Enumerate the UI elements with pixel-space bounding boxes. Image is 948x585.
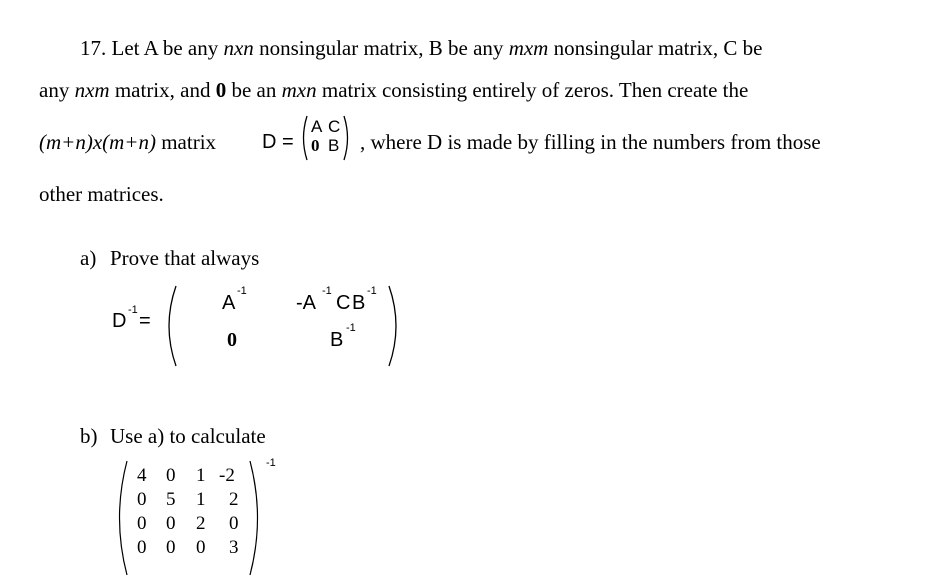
matrix-cell: 0 [166,465,176,486]
var-nxn: nxn [223,36,254,60]
matrix-cell: 4 [137,465,147,486]
entry-minus-a: -A [296,292,316,314]
matrix-cell: 2 [196,513,206,534]
text: matrix [155,130,217,154]
d-symbol: D [112,310,127,332]
entry-zero: 0 [227,329,237,351]
matrix-cell: 1 [196,489,206,510]
superscript: -1 [367,285,377,297]
text: be an [226,78,282,102]
d-equals-label: D = [262,131,294,153]
block-a: A [311,117,323,136]
left-paren [299,114,309,166]
matrix-inverse-superscript: -1 [266,457,276,469]
superscript: -1 [237,285,247,297]
problem-line-3-rest: , where D is made by filling in the numbers from those [360,130,821,154]
superscript: -1 [346,322,356,334]
text: matrix, and [109,78,216,102]
right-paren-matrix [247,458,265,582]
matrix-cell: 0 [137,489,147,510]
matrix-cell: 0 [137,513,147,534]
text: nonsingular matrix, B be any [253,36,509,60]
dimensions: (m+n)x(m+n) [39,130,156,154]
d-inverse-superscript: -1 [128,304,138,316]
right-paren [342,114,352,166]
problem-line-3 [39,132,216,153]
text: 17. Let A be any [80,36,224,60]
matrix-cell: 0 [229,513,239,534]
var-nxm: nxm [74,78,110,102]
block-b: B [328,136,340,155]
entry-c: C [336,292,351,314]
problem-line-2 [39,80,748,101]
superscript: -1 [322,285,332,297]
matrix-cell: 5 [166,489,176,510]
part-a-label: a) [80,246,97,270]
part-a-text: Prove that always [110,246,260,270]
entry-a-inverse: A [222,292,236,314]
left-paren-matrix [112,458,130,582]
equals-sign: = [139,310,151,332]
problem-line-1 [80,38,762,59]
problem-line-4: other matrices. [39,182,164,206]
left-paren-large [161,283,179,373]
zero-matrix-symbol: 0 [215,78,227,102]
matrix-cell: 0 [166,537,176,558]
matrix-cell: -2 [219,465,235,486]
right-paren-large [386,283,404,373]
matrix-cell: 1 [196,465,206,486]
text: any [39,78,75,102]
matrix-cell: 0 [196,537,206,558]
block-c: C [328,117,341,136]
entry-b: B [352,292,366,314]
matrix-cell: 2 [229,489,239,510]
var-mxn: mxn [281,78,317,102]
matrix-cell: 3 [229,537,239,558]
text: nonsingular matrix, C be [548,36,763,60]
matrix-cell: 0 [137,537,147,558]
matrix-cell: 0 [166,513,176,534]
block-zero: 0 [311,136,320,155]
entry-b-inverse: B [330,329,344,351]
part-b-text: Use a) to calculate [110,424,266,448]
var-mxm: mxm [508,36,549,60]
part-b-label: b) [80,424,98,448]
text: matrix consisting entirely of zeros. Then create the [316,78,749,102]
